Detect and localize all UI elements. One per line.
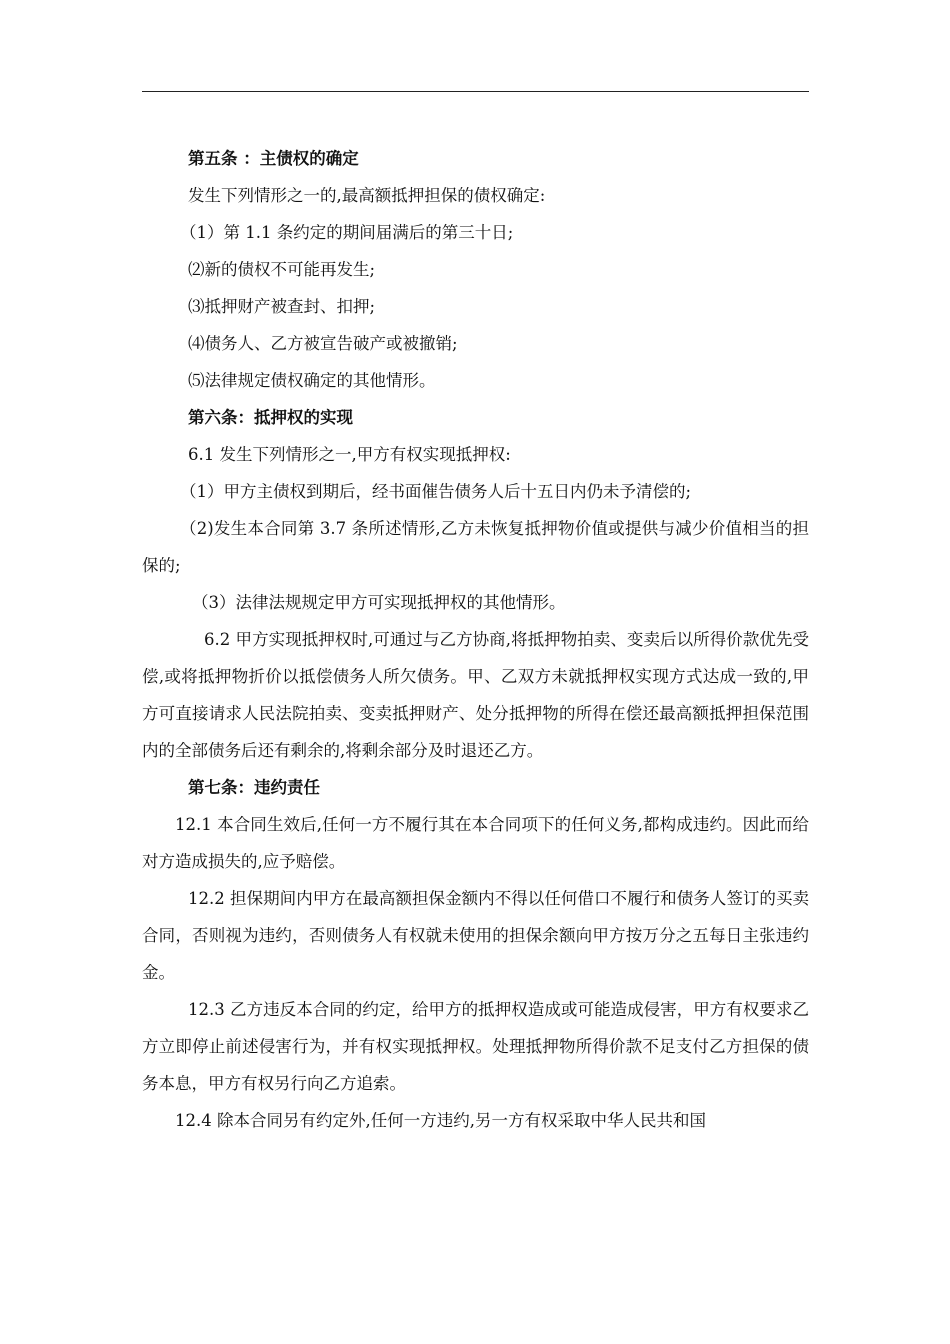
clause-6-1-item-2: （2)发生本合同第 3.7 条所述情形,乙方未恢复抵押物价值或提供与减少价值相当的担保的; [142, 519, 809, 575]
article-5-item-1: （1）第 1.1 条约定的期间届满后的第三十日; [180, 223, 514, 242]
header-rule [142, 91, 809, 92]
document-body [142, 140, 809, 1139]
article-5-intro: 发生下列情形之一的,最高额抵押担保的债权确定: [188, 186, 546, 205]
clause-12-3: 12.3 乙方违反本合同的约定，给甲方的抵押权造成或可能造成侵害，甲方有权要求乙方立即停止前述侵害行为，并有权实现抵押权。处理抵押物所得价款不足支付乙方担保的债务本息，甲方有权另行向乙方追索。 [142, 1000, 809, 1093]
article-7-heading: 第七条：违约责任 [188, 778, 320, 797]
article-6-heading: 第六条：抵押权的实现 [188, 408, 353, 427]
article-5-item-3: ⑶抵押财产被查封、扣押; [188, 297, 376, 316]
article-5-item-5: ⑸法律规定债权确定的其他情形。 [188, 371, 436, 390]
clause-12-4: 12.4 除本合同另有约定外,任何一方违约,另一方有权采取中华人民共和国 [175, 1111, 706, 1130]
clause-6-2: 6.2 甲方实现抵押权时,可通过与乙方协商,将抵押物拍卖、变卖后以所得价款优先受偿,或将抵押物折价以抵偿债务人所欠债务。甲、乙双方未就抵押权实现方式达成一致的,甲方可直接请求人民法院拍卖、变卖抵押财产、处分抵押物的所得在偿还最高额抵押担保范围内的全部债务后还有剩余的,将剩余部分及时退还乙方。 [142, 630, 809, 760]
clause-6-1-item-1: （1）甲方主债权到期后，经书面催告债务人后十五日内仍未予清偿的; [180, 482, 692, 501]
clause-12-2: 12.2 担保期间内甲方在最高额担保金额内不得以任何借口不履行和债务人签订的买卖合同，否则视为违约，否则债务人有权就未使用的担保余额向甲方按万分之五每日主张违约金。 [142, 889, 809, 982]
article-5-item-4: ⑷债务人、乙方被宣告破产或被撤销; [188, 334, 458, 353]
clause-6-1-item-3: （3）法律法规规定甲方可实现抵押权的其他情形。 [192, 593, 566, 612]
clause-6-1: 6.1 发生下列情形之一,甲方有权实现抵押权: [188, 445, 511, 464]
article-5-heading: 第五条 ：主债权的确定 [188, 149, 359, 168]
clause-12-1: 12.1 本合同生效后,任何一方不履行其在本合同项下的任何义务,都构成违约。因此而给对方造成损失的,应予赔偿。 [142, 815, 809, 871]
article-5-item-2: ⑵新的债权不可能再发生; [188, 260, 376, 279]
